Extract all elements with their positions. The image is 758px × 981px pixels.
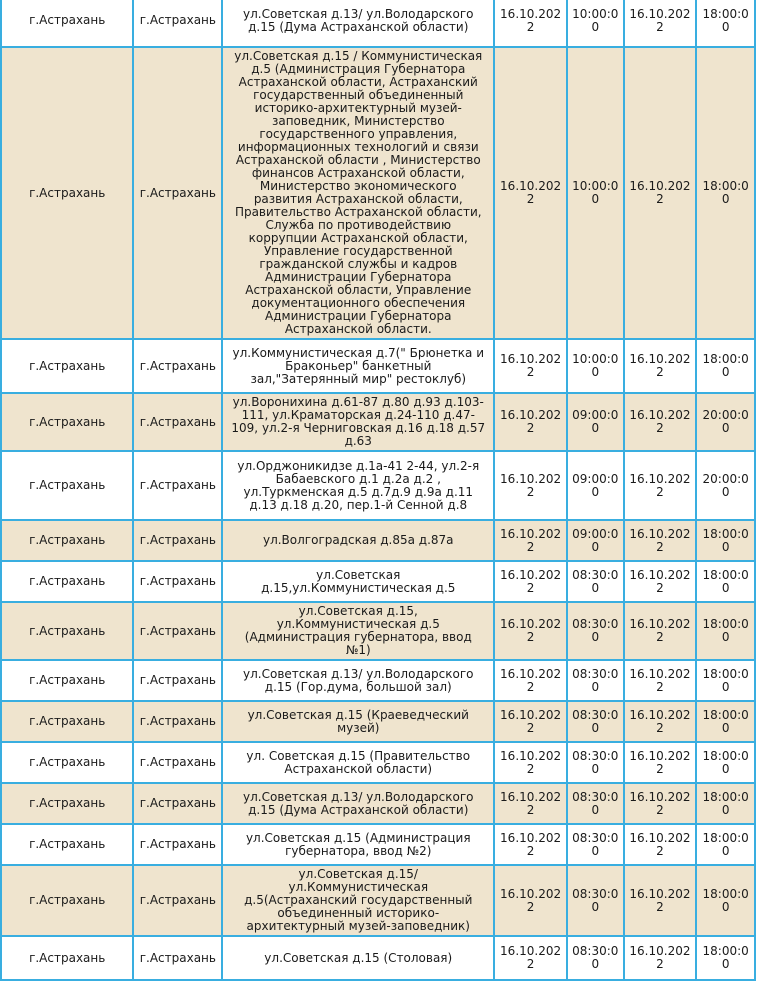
start-date-cell: 16.10.2022 xyxy=(494,701,567,742)
start-time-cell: 08:30:00 xyxy=(567,824,624,865)
end-date-cell: 16.10.2022 xyxy=(624,783,697,824)
end-time-cell: 18:00:00 xyxy=(696,561,755,602)
start-time-cell: 08:30:00 xyxy=(567,602,624,660)
table-row xyxy=(1,742,755,783)
end-date-cell: 16.10.2022 xyxy=(624,936,697,980)
district-cell: г.Астрахань xyxy=(133,824,222,865)
table-row xyxy=(1,783,755,824)
district-cell: г.Астрахань xyxy=(133,660,222,701)
start-date-cell: 16.10.2022 xyxy=(494,865,567,936)
end-time-cell: 18:00:00 xyxy=(696,742,755,783)
address-cell: ул. Советская д.15 (Правительство Астраханской области) xyxy=(222,742,494,783)
city-cell: г.Астрахань xyxy=(1,339,133,393)
start-time-cell: 10:00:00 xyxy=(567,339,624,393)
address-cell: ул.Волгоградская д.85а д.87а xyxy=(222,520,494,561)
table-row xyxy=(1,47,755,339)
end-date-cell: 16.10.2022 xyxy=(624,824,697,865)
end-date-cell: 16.10.2022 xyxy=(624,865,697,936)
city-cell: г.Астрахань xyxy=(1,451,133,520)
table-row xyxy=(1,561,755,602)
start-time-cell: 09:00:00 xyxy=(567,393,624,451)
city-cell: г.Астрахань xyxy=(1,660,133,701)
address-cell: ул.Советская д.13/ ул.Володарского д.15 (Дума Астраханской области) xyxy=(222,783,494,824)
table-row xyxy=(1,339,755,393)
start-time-cell: 08:30:00 xyxy=(567,936,624,980)
end-time-cell: 18:00:00 xyxy=(696,701,755,742)
address-cell: ул.Советская д.15 (Краеведческий музей) xyxy=(222,701,494,742)
end-time-cell: 18:00:00 xyxy=(696,660,755,701)
district-cell: г.Астрахань xyxy=(133,47,222,339)
end-time-cell: 20:00:00 xyxy=(696,393,755,451)
start-time-cell: 10:00:00 xyxy=(567,47,624,339)
start-date-cell: 16.10.2022 xyxy=(494,520,567,561)
end-date-cell: 16.10.2022 xyxy=(624,451,697,520)
end-date-cell: 16.10.2022 xyxy=(624,339,697,393)
district-cell: г.Астрахань xyxy=(133,561,222,602)
city-cell: г.Астрахань xyxy=(1,0,133,47)
table-row xyxy=(1,0,755,47)
address-cell: ул.Воронихина д.61-87 д.80 д.93 д.103-111, ул.Краматорская д.24-110 д.47-109, ул.2-я Черниговская д.16 д.18 д.57 д.63 xyxy=(222,393,494,451)
address-cell: ул.Орджоникидзе д.1а-41 2-44, ул.2-я Бабаевского д.1 д.2а д.2 , ул.Туркменская д.5 д.7д.9 д.9а д.11 д.13 д.18 д.20, пер.1-й Сенной д.8 xyxy=(222,451,494,520)
start-date-cell: 16.10.2022 xyxy=(494,451,567,520)
table-row xyxy=(1,660,755,701)
district-cell: г.Астрахань xyxy=(133,701,222,742)
start-time-cell: 10:00:00 xyxy=(567,0,624,47)
address-cell: ул.Советская д.15/ ул.Коммунистическая д.5(Астраханский государственный объединенный историко-архитектурный музей-заповедник) xyxy=(222,865,494,936)
start-time-cell: 08:30:00 xyxy=(567,865,624,936)
end-date-cell: 16.10.2022 xyxy=(624,742,697,783)
address-cell: ул.Советская д.15, ул.Коммунистическая д.5 (Администрация губернатора, ввод №1) xyxy=(222,602,494,660)
end-time-cell: 18:00:00 xyxy=(696,602,755,660)
start-date-cell: 16.10.2022 xyxy=(494,393,567,451)
district-cell: г.Астрахань xyxy=(133,393,222,451)
start-time-cell: 08:30:00 xyxy=(567,561,624,602)
start-date-cell: 16.10.2022 xyxy=(494,936,567,980)
start-date-cell: 16.10.2022 xyxy=(494,47,567,339)
district-cell: г.Астрахань xyxy=(133,865,222,936)
district-cell: г.Астрахань xyxy=(133,783,222,824)
table-row xyxy=(1,701,755,742)
table-row xyxy=(1,393,755,451)
city-cell: г.Астрахань xyxy=(1,520,133,561)
table-row xyxy=(1,865,755,936)
start-time-cell: 08:30:00 xyxy=(567,701,624,742)
start-date-cell: 16.10.2022 xyxy=(494,742,567,783)
end-time-cell: 18:00:00 xyxy=(696,936,755,980)
start-date-cell: 16.10.2022 xyxy=(494,0,567,47)
address-cell: ул.Советская д.15,ул.Коммунистическая д.5 xyxy=(222,561,494,602)
city-cell: г.Астрахань xyxy=(1,701,133,742)
district-cell: г.Астрахань xyxy=(133,0,222,47)
end-time-cell: 18:00:00 xyxy=(696,783,755,824)
end-time-cell: 18:00:00 xyxy=(696,520,755,561)
table-row xyxy=(1,936,755,980)
city-cell: г.Астрахань xyxy=(1,936,133,980)
address-cell: ул.Советская д.15 (Столовая) xyxy=(222,936,494,980)
start-date-cell: 16.10.2022 xyxy=(494,561,567,602)
start-date-cell: 16.10.2022 xyxy=(494,783,567,824)
city-cell: г.Астрахань xyxy=(1,742,133,783)
city-cell: г.Астрахань xyxy=(1,865,133,936)
end-time-cell: 20:00:00 xyxy=(696,451,755,520)
end-date-cell: 16.10.2022 xyxy=(624,520,697,561)
district-cell: г.Астрахань xyxy=(133,339,222,393)
start-time-cell: 09:00:00 xyxy=(567,451,624,520)
end-date-cell: 16.10.2022 xyxy=(624,660,697,701)
district-cell: г.Астрахань xyxy=(133,742,222,783)
start-date-cell: 16.10.2022 xyxy=(494,339,567,393)
end-time-cell: 18:00:00 xyxy=(696,339,755,393)
table-row xyxy=(1,451,755,520)
end-time-cell: 18:00:00 xyxy=(696,47,755,339)
address-cell: ул.Советская д.13/ ул.Володарского д.15 (Дума Астраханской области) xyxy=(222,0,494,47)
start-time-cell: 08:30:00 xyxy=(567,742,624,783)
district-cell: г.Астрахань xyxy=(133,451,222,520)
start-time-cell: 08:30:00 xyxy=(567,660,624,701)
district-cell: г.Астрахань xyxy=(133,936,222,980)
end-date-cell: 16.10.2022 xyxy=(624,0,697,47)
city-cell: г.Астрахань xyxy=(1,602,133,660)
address-cell: ул.Коммунистическая д.7(" Брюнетка и Браконьер" банкетный зал,"Затерянный мир" рестоклуб) xyxy=(222,339,494,393)
city-cell: г.Астрахань xyxy=(1,393,133,451)
end-time-cell: 18:00:00 xyxy=(696,865,755,936)
end-date-cell: 16.10.2022 xyxy=(624,47,697,339)
end-date-cell: 16.10.2022 xyxy=(624,561,697,602)
start-time-cell: 09:00:00 xyxy=(567,520,624,561)
start-time-cell: 08:30:00 xyxy=(567,783,624,824)
end-time-cell: 18:00:00 xyxy=(696,0,755,47)
table-row xyxy=(1,824,755,865)
end-time-cell: 18:00:00 xyxy=(696,824,755,865)
start-date-cell: 16.10.2022 xyxy=(494,602,567,660)
address-cell: ул.Советская д.15 / Коммунистическая д.5 (Администрация Губернатора Астраханской области, Астраханский государственный объединенный историко-архитектурный музей-заповедник, Министерство государственного управления, информационных технологий и связи Астраханской области , Министерство финансов Астраханской области, Министерство экономического развития Астраханской области, Правительство Астраханской области, Служба по противодействию коррупции Астраханской области, Управление государственной гражданской службы и кадров Администрации Губернатора Астраханской области, Управление документационного обеспечения Администрации Губернатора Астраханской области. xyxy=(222,47,494,339)
start-date-cell: 16.10.2022 xyxy=(494,824,567,865)
district-cell: г.Астрахань xyxy=(133,602,222,660)
city-cell: г.Астрахань xyxy=(1,783,133,824)
table-row xyxy=(1,602,755,660)
end-date-cell: 16.10.2022 xyxy=(624,393,697,451)
city-cell: г.Астрахань xyxy=(1,824,133,865)
end-date-cell: 16.10.2022 xyxy=(624,602,697,660)
address-cell: ул.Советская д.13/ ул.Володарского д.15 (Гор.дума, большой зал) xyxy=(222,660,494,701)
end-date-cell: 16.10.2022 xyxy=(624,701,697,742)
table-row xyxy=(1,520,755,561)
district-cell: г.Астрахань xyxy=(133,520,222,561)
address-cell: ул.Советская д.15 (Администрация губернатора, ввод №2) xyxy=(222,824,494,865)
start-date-cell: 16.10.2022 xyxy=(494,660,567,701)
city-cell: г.Астрахань xyxy=(1,47,133,339)
city-cell: г.Астрахань xyxy=(1,561,133,602)
